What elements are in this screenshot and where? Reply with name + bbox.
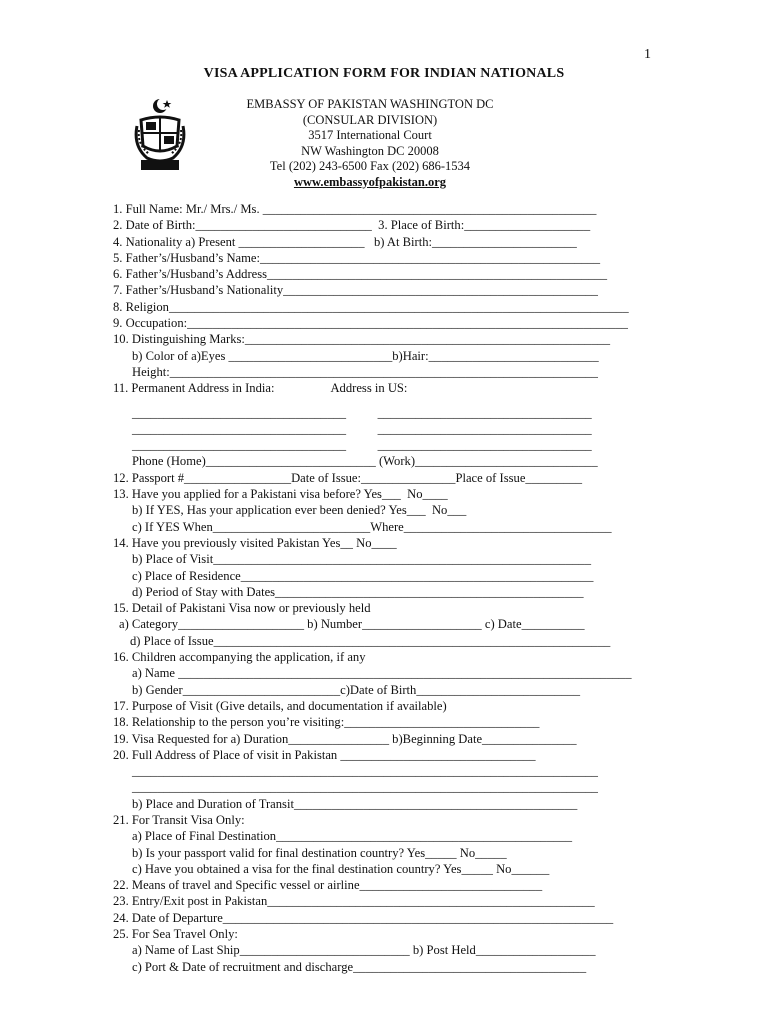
field-purpose-of-visit[interactable]: 17. Purpose of Visit (Give details, and documentation if available)	[113, 698, 447, 713]
pakistan-emblem-icon	[133, 96, 187, 174]
field-place-of-residence[interactable]: c) Place of Residence________________________________________________________	[132, 568, 594, 583]
field-visa-detail-label: 15. Detail of Pakistani Visa now or previously held	[113, 601, 371, 616]
field-visa-duration[interactable]: 19. Visa Requested for a) Duration________________ b)Beginning Date_______________	[113, 731, 577, 746]
field-passport-valid[interactable]: b) Is your passport valid for final destination country? Yes_____ No_____	[132, 845, 507, 860]
field-eye-hair-color[interactable]: b) Color of a)Eyes __________________________b)Hair:___________________________	[132, 348, 599, 363]
field-child-gender-dob[interactable]: b) Gender_________________________c)Date of Birth__________________________	[132, 682, 581, 697]
field-address-line[interactable]: __________________________________ __________________________________	[132, 421, 592, 436]
embassy-header	[220, 97, 520, 190]
field-date-place-of-birth[interactable]: 2. Date of Birth:____________________________ 3. Place of Birth:____________________	[113, 218, 591, 233]
field-address-in-pakistan-line[interactable]: __________________________________________________________________________	[132, 764, 598, 779]
field-date-of-departure[interactable]: 24. Date of Departure______________________________________________________________	[113, 910, 614, 925]
field-final-destination[interactable]: a) Place of Final Destination_______________________________________________	[132, 829, 573, 844]
field-visa-place-of-issue[interactable]: d) Place of Issue_______________________________________________________________	[130, 633, 611, 648]
field-when-where[interactable]: c) If YES When_________________________Where_________________________________	[132, 519, 612, 534]
field-children-label: 16. Children accompanying the application, if any	[113, 650, 366, 665]
field-denied-before[interactable]: b) If YES, Has your application ever been denied? Yes___ No___	[132, 503, 467, 518]
field-address-in-pakistan[interactable]: 20. Full Address of Place of visit in Pakistan _______________________________	[113, 747, 536, 762]
field-address-line[interactable]: __________________________________ __________________________________	[132, 438, 592, 453]
field-passport[interactable]: 12. Passport #_________________Date of Issue:_______________Place of Issue_________	[113, 470, 583, 485]
field-religion[interactable]: 8. Religion_________________________________________________________________________	[113, 299, 629, 314]
page-number: 1	[644, 47, 651, 62]
field-last-ship[interactable]: a) Name of Last Ship___________________________ b) Post Held___________________	[132, 943, 596, 958]
field-full-name[interactable]: 1. Full Name: Mr./ Mrs./ Ms. _____________________________________________________	[113, 202, 597, 216]
consular-division: (CONSULAR DIVISION)	[302, 112, 438, 127]
field-father-husband-nationality[interactable]: 7. Father’s/Husband’s Nationality__________________________________________________	[113, 283, 598, 298]
field-father-husband-address[interactable]: 6. Father’s/Husband’s Address______________________________________________________	[113, 267, 608, 282]
field-place-of-visit[interactable]: b) Place of Visit____________________________________________________________	[132, 552, 592, 567]
embassy-name: EMBASSY OF PAKISTAN WASHINGTON DC	[246, 97, 494, 111]
field-address-line[interactable]: __________________________________ __________________________________	[132, 405, 592, 420]
field-visited-pakistan[interactable]: 14. Have you previously visited Pakistan Yes__ No____	[113, 535, 397, 550]
field-nationality[interactable]: 4. Nationality a) Present ____________________ b) At Birth:_______________________	[113, 234, 577, 249]
field-occupation[interactable]: 9. Occupation:______________________________________________________________________	[113, 316, 628, 331]
field-visa-obtained[interactable]: c) Have you obtained a visa for the final destination country? Yes_____ No______	[132, 861, 550, 876]
field-period-of-stay[interactable]: d) Period of Stay with Dates_________________________________________________	[132, 584, 584, 599]
field-port-date[interactable]: c) Port & Date of recruitment and discharge_____________________________________	[132, 959, 587, 974]
field-father-husband-name[interactable]: 5. Father’s/Husband’s Name:______________________________________________________	[113, 250, 601, 265]
field-relationship[interactable]: 18. Relationship to the person you’re visiting:_______________________________	[113, 715, 540, 730]
field-addresses-label: 11. Permanent Address in India: Address in US:	[113, 381, 408, 396]
field-visa-category-number-date[interactable]: a) Category____________________ b) Number___________________ c) Date__________	[119, 617, 585, 632]
address-line-2: NW Washington DC 20008	[301, 143, 439, 158]
phone-fax: Tel (202) 243-6500 Fax (202) 686-1534	[269, 159, 471, 173]
field-sea-travel-label: 25. For Sea Travel Only:	[113, 927, 238, 942]
field-distinguishing-marks[interactable]: 10. Distinguishing Marks:__________________________________________________________	[113, 332, 611, 347]
field-transit[interactable]: b) Place and Duration of Transit_____________________________________________	[132, 796, 578, 811]
field-entry-exit-post[interactable]: 23. Entry/Exit post in Pakistan____________________________________________________	[113, 894, 595, 909]
form-title: VISA APPLICATION FORM FOR INDIAN NATIONALS	[203, 66, 565, 81]
field-address-in-pakistan-line[interactable]: __________________________________________________________________________	[132, 780, 598, 795]
field-means-of-travel[interactable]: 22. Means of travel and Specific vessel or airline_____________________________	[113, 878, 543, 893]
field-transit-visa-label: 21. For Transit Visa Only:	[113, 812, 245, 827]
application-form	[113, 201, 673, 975]
field-height[interactable]: Height:____________________________________________________________________	[132, 364, 598, 379]
address-line-1: 3517 International Court	[308, 128, 432, 142]
field-applied-before[interactable]: 13. Have you applied for a Pakistani visa before? Yes___ No____	[113, 487, 448, 502]
field-phone-home-work[interactable]: Phone (Home)___________________________ (Work)_____________________________	[132, 454, 598, 469]
embassy-website-link[interactable]: www.embassyofpakistan.org	[293, 174, 447, 189]
field-child-name[interactable]: a) Name ________________________________________________________________________	[132, 666, 632, 681]
